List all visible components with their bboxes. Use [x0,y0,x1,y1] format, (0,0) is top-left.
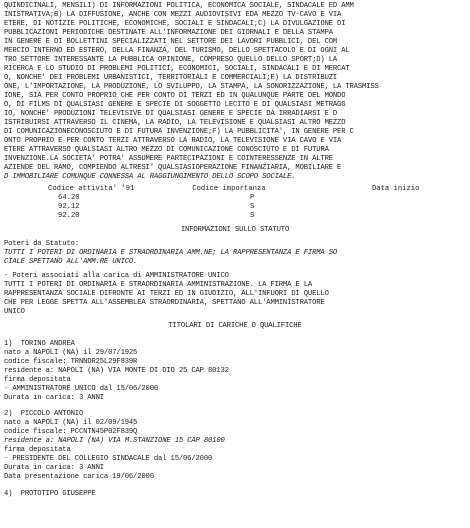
person-name: 2) PICCOLO ANTONIO [4,410,84,418]
paragraph-line: IN GENERE E DI BOLLETTINI SPECIALIZZATI NEL SETTORE DEI LAVORI PUBBLICI, DEL COM [4,38,338,46]
associati-line: CHE PER LEGGE SPETTA ALL'ASSEMBLEA STRAORDINARIA, SPETTANO ALL'AMMINISTRATORE [4,299,325,307]
person-role: - AMMINISTRATORE UNICO dal 15/06/2000 [4,385,159,393]
paragraph-line: ONE, L'IMPORTAZIONE, LA PRODUZIONE, LO SVILUPPO, LA STAMPA, LA SONORIZZAZIONE, LA TRASMISS [4,83,379,91]
paragraph-line: DI COMUNICAZIONECONOSCIUTO E DI FUTURA INVENZIONE;F) LA PUBBLICITA', IN GENERE PER C [4,128,354,136]
paragraph-line: PUBBLICAZIONI PERIODICHE DESTINATE ALL'INFORMAZIONE DEI GIORNALI E DELLA STAMPA [4,29,333,37]
person-birth: nato a NAPOLI (NA) il 02/09/1945 [4,419,138,427]
paragraph-line: D IMMOBILIARE COMUNQUE CONNESSA AL RAGGIUNGIMENTO DELLO SCOPO SOCIALE. [4,173,296,181]
statuto-section [4,240,466,317]
activity-code: 64.20 [58,194,80,202]
poteri-line: CIALE SPETTANO ALL'AMM.RE UNICO. [4,258,138,266]
paragraph-line: RICERCA E LO STUDIO DI PROBLEMI POLITICI, ECONOMICI, SOCIALI, SINDACALI E DI MERCAT [4,65,350,73]
person-fiscal-code: codice fiscale: PCCNTN45P02F839Q [4,428,138,436]
paragraph-line: MERCIO INTERNO ED ESTERO, DELLA FINANZA, DEL TURISMO, DELLO SPETTACOLO E DI OGNI AL [4,47,350,55]
paragraph-line: ISTRIBUIRSI ATTRAVERSO IL CINEMA, LA RADIO, LA TELEVISIONE E QUALSIASI ALTRO MEZZO [4,119,346,127]
person-name: 4) PROTOTIPO GIUSEPPE [4,490,96,498]
paragraph-line: O, NONCHE' DEI PROBLEMI URBANISTICI, TERRITORIALI E COMMERCIALI;E) LA DISTRIBUZI [4,74,338,82]
paragraph-line: ETERE ATTRAVERSO QUALSIASI ALTRO MEZZO DI COMUNICAZIONE CONOSCIUTO E DI FUTURA [4,146,329,154]
person-residence: residente a: NAPOLI (NA) VIA MONTE DI DIO 25 CAP 80132 [4,367,229,375]
paragraph-line: IO, NONCHE' PRODUZIONI TELEVISIVE DI QUALSIASI GENERE E SPECIE DA IRRADIARSI E D [4,110,338,118]
person-duration: Durata in carica: 3 ANNI [4,394,104,402]
activities-header-row [4,185,466,194]
activity-row [4,212,466,221]
col-code-header: Codice attivita' '91 [48,185,135,193]
person-signature: firma depositata [4,376,71,384]
activity-code: 92.12 [58,203,80,211]
person-role: - PRESIDENTE DEL COLLEGIO SINDACALE dal 15/06/2000 [4,455,213,463]
activity-row [4,203,466,212]
paragraph-line: INVENZIONE.LA SOCIETA' POTRA' ASSUMERE PARTECIPAZIONI E COINTERESSENZE IN ALTRE [4,155,333,163]
paragraph-line: TRO SETTORE INTERESSANTE LA PUBBLICA OPINIONE, COMPRESO QUELLO DELLO SPORT;D) LA [4,56,338,64]
activity-importance: S [250,212,255,220]
paragraph-line: QUINDICINALI, MENSILI) DI INFORMAZIONI POLITICA, ECONOMICA SOCIALE, SINDACALE ED AMM [4,2,354,10]
activity-importance: S [250,203,255,211]
person-birth: nato a NAPOLI (NA) il 29/07/1925 [4,349,138,357]
associati-label: - Poteri associati alla carica di AMMINISTRATORE UNICO [4,272,229,280]
activities-table [4,185,466,221]
paragraph-line: ONTO PROPRIO E PER CONTO TERZI ATTRAVERSO LA RADIO, LA TELEVISIONE VIA CAVO E VIA [4,137,342,145]
paragraph-line: AZIENDE DEL RAMO, COMPIENDO ALTRESI' QUALSIASIOPERAZIONE FINANZIARIA, MOBILIARE E [4,164,342,172]
paragraph-line: O, DI FILMS DI QUALSIASI GENERE E SPECIE DI SOGGETTO LECITO E DI QUALSIASI METRAGG [4,101,346,109]
paragraph-line: ETERE, DI NOTIZIE POLITICHE, ECONOMICHE, SOCIALI E SINDACALI;C) LA DIVULGAZIONE DI [4,20,346,28]
col-importance-header: Codice importanza [192,185,266,193]
activity-importance: P [250,194,255,202]
associati-line: UNICO [4,308,25,316]
statuto-section-title: INFORMAZIONI SULLO STATUTO [180,226,290,234]
poteri-line: TUTTI I POTERI DI ORDINARIA E STRAORDINARIA AMM.NE; LA RAPPRESENTANZA E FIRMA SO [4,249,338,257]
person-presentation-date: Data presentazione carica 19/06/2000 [4,473,154,481]
person-entry [4,340,466,403]
person-signature: firma depositata [4,446,71,454]
person-name: 1) TORINO ANDREA [4,340,75,348]
associati-line: TUTTI I POTERI DI ORDINARIA E STRAORDINARIA AMMINISTRAZIONE. LA FIRMA E LA [4,281,313,289]
titolari-section-title: TITOLARI DI CARICHE O QUALIFICHE [168,322,302,330]
paragraph-line: IONE, SIA PER CONTO PROPRIO CHE PER CONTO DI TERZI ED IN QUALUNQUE PARTE DEL MONDO [4,92,346,100]
person-entry [4,410,466,482]
paragraph-line: INISTRATIVA;B) LA DIFFUSIONE, ANCHE CON MEZZI AUDIOVISIVI EDA MEZZO TV-CAVO E VIA [4,11,342,19]
person-fiscal-code: codice fiscale: TRNNDR25L29F839R [4,358,138,366]
person-residence: residente a: NAPOLI (NA) VIA M.STANZIONE 15 CAP 80100 [4,437,225,445]
object-paragraph [4,2,466,182]
associati-line: RAPPRESENTANZA SOCIALE DIFRONTE AI TERZI ED IN GIUDIZIO, ALL'INFUORI DI QUELLO [4,290,329,298]
activity-code: 92.20 [58,212,80,220]
person-duration: Durata in carica: 3 ANNI [4,464,104,472]
poteri-label: Poteri da Statuto: [4,240,79,248]
col-start-header: Data inizio [371,185,420,193]
activity-row [4,194,466,203]
